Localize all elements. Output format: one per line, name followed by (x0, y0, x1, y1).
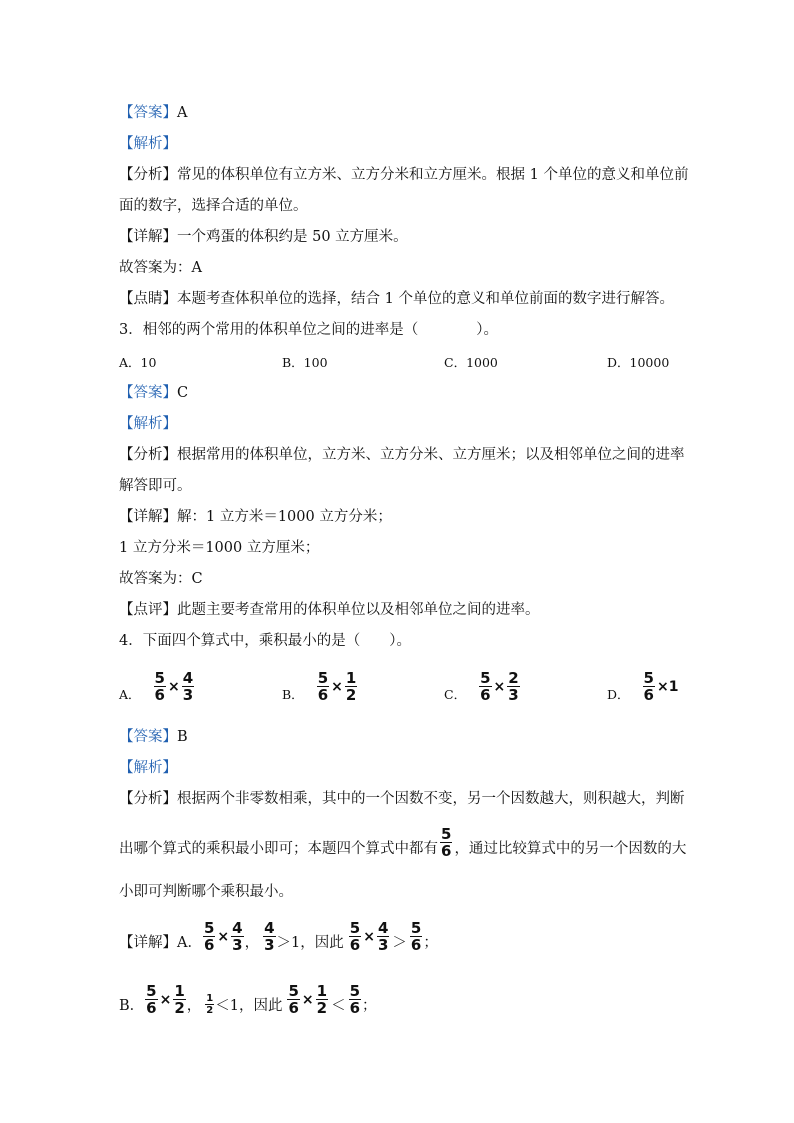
q3-xiangjie: 【详解】解：1 立方米＝1000 立方分米； (119, 509, 392, 525)
q3-fenxi-line2: 解答即可。 (119, 478, 192, 494)
q3-analysis-heading: 【解析】 (119, 416, 177, 432)
q3-xiangjie-line2: 1 立方分米＝1000 立方厘米； (119, 540, 320, 556)
fraction: $\frac{1}{2}$ (316, 982, 328, 1017)
fraction: $\frac{5}{6}$ (349, 919, 361, 954)
q3-final-answer: 故答案为：C (119, 571, 203, 587)
q4-option-a: A． $\frac{5}{6}$ × $\frac{4}{3}$ (119, 669, 194, 704)
q2-xiangjie: 【详解】一个鸡蛋的体积约是 50 立方厘米。 (119, 229, 408, 245)
q3-option-d: D．10000 (607, 355, 670, 370)
fraction: $\frac{5}{6}$ (349, 982, 361, 1017)
q2-final-answer: 故答案为：A (119, 260, 202, 276)
fraction: $\frac{1}{2}$ (345, 669, 357, 704)
q4-fenxi-line3: 小即可判断哪个乘积最小。 (119, 884, 293, 900)
q3-option-b: B．100 (282, 355, 328, 370)
q4-fenxi-line2: 出哪个算式的乘积最小即可；本题四个算式中都有 $\frac{5}{6}$ ，通过比较算式中的另一个因数的大 (119, 825, 687, 860)
q4-option-c: C． $\frac{5}{6}$ × $\frac{2}{3}$ (444, 669, 519, 704)
q4-analysis-heading: 【解析】 (119, 760, 177, 776)
q2-answer: 【答案】A (119, 105, 188, 121)
fraction: $\frac{4}{3}$ (232, 919, 243, 954)
fraction: $\frac{1}{2}$ (174, 982, 185, 1017)
q4-xiangjie-b: B． $\frac{5}{6}$ × $\frac{1}{2}$ ， $\frac{1}{2}$ ＜1，因此 $\frac{5}{6}$ × $\frac{1}{2}$ ＜ $\frac{5}{6}$ ； (119, 982, 377, 1017)
fraction: $\frac{5}{6}$ (480, 669, 491, 704)
fraction: $\frac{5}{6}$ (154, 669, 165, 704)
fraction: $\frac{5}{6}$ (317, 669, 329, 704)
q4-answer: 【答案】B (119, 729, 188, 745)
fraction: $\frac{1}{2}$ (206, 993, 214, 1016)
q4-option-b: B． $\frac{5}{6}$ × $\frac{1}{2}$ (282, 669, 357, 704)
q2-dianjing: 【点睛】本题考查体积单位的选择，结合 1 个单位的意义和单位前面的数字进行解答。 (119, 291, 674, 307)
fraction: $\frac{5}{6}$ (146, 982, 157, 1017)
q4-xiangjie-a: 【详解】A． $\frac{5}{6}$ × $\frac{4}{3}$ ， $\frac{4}{3}$ ＞1，因此 $\frac{5}{6}$ × $\frac{4}{3}$ ＞ $\frac{5}{6}$ ； (119, 919, 438, 954)
fraction: $\frac{4}{3}$ (182, 669, 194, 704)
q3-dianping: 【点评】此题主要考查常用的体积单位以及相邻单位之间的进率。 (119, 602, 540, 618)
q4-fenxi: 【分析】根据两个非零数相乘，其中的一个因数不变，另一个因数越大，则积越大，判断 (119, 791, 685, 807)
fraction: $\frac{5}{6}$ (643, 669, 654, 704)
q4-option-d: D． $\frac{5}{6}$ ×1 (607, 669, 679, 704)
q3-fenxi: 【分析】根据常用的体积单位，立方米、立方分米、立方厘米；以及相邻单位之间的进率 (119, 447, 685, 463)
q4-stem: 4．下面四个算式中，乘积最小的是（ ）。 (119, 633, 411, 649)
q3-option-c: C．1000 (444, 355, 498, 370)
q2-analysis-heading: 【解析】 (119, 136, 177, 152)
fraction: $\frac{4}{3}$ (264, 919, 275, 954)
fraction: $\frac{4}{3}$ (377, 919, 389, 954)
fraction: $\frac{5}{6}$ (441, 825, 452, 860)
q2-fenxi: 【分析】常见的体积单位有立方米、立方分米和立方厘米。根据 1 个单位的意义和单位前 (119, 167, 689, 183)
q3-option-a: A．10 (119, 355, 157, 370)
fraction: $\frac{5}{6}$ (410, 919, 422, 954)
q2-fenxi-line2: 面的数字，选择合适的单位。 (119, 198, 308, 214)
q3-answer: 【答案】C (119, 385, 189, 401)
q3-stem: 3．相邻的两个常用的体积单位之间的进率是（ ）。 (119, 322, 498, 338)
fraction: $\frac{5}{6}$ (203, 919, 215, 954)
fraction: $\frac{2}{3}$ (508, 669, 519, 704)
fraction: $\frac{5}{6}$ (288, 982, 299, 1017)
